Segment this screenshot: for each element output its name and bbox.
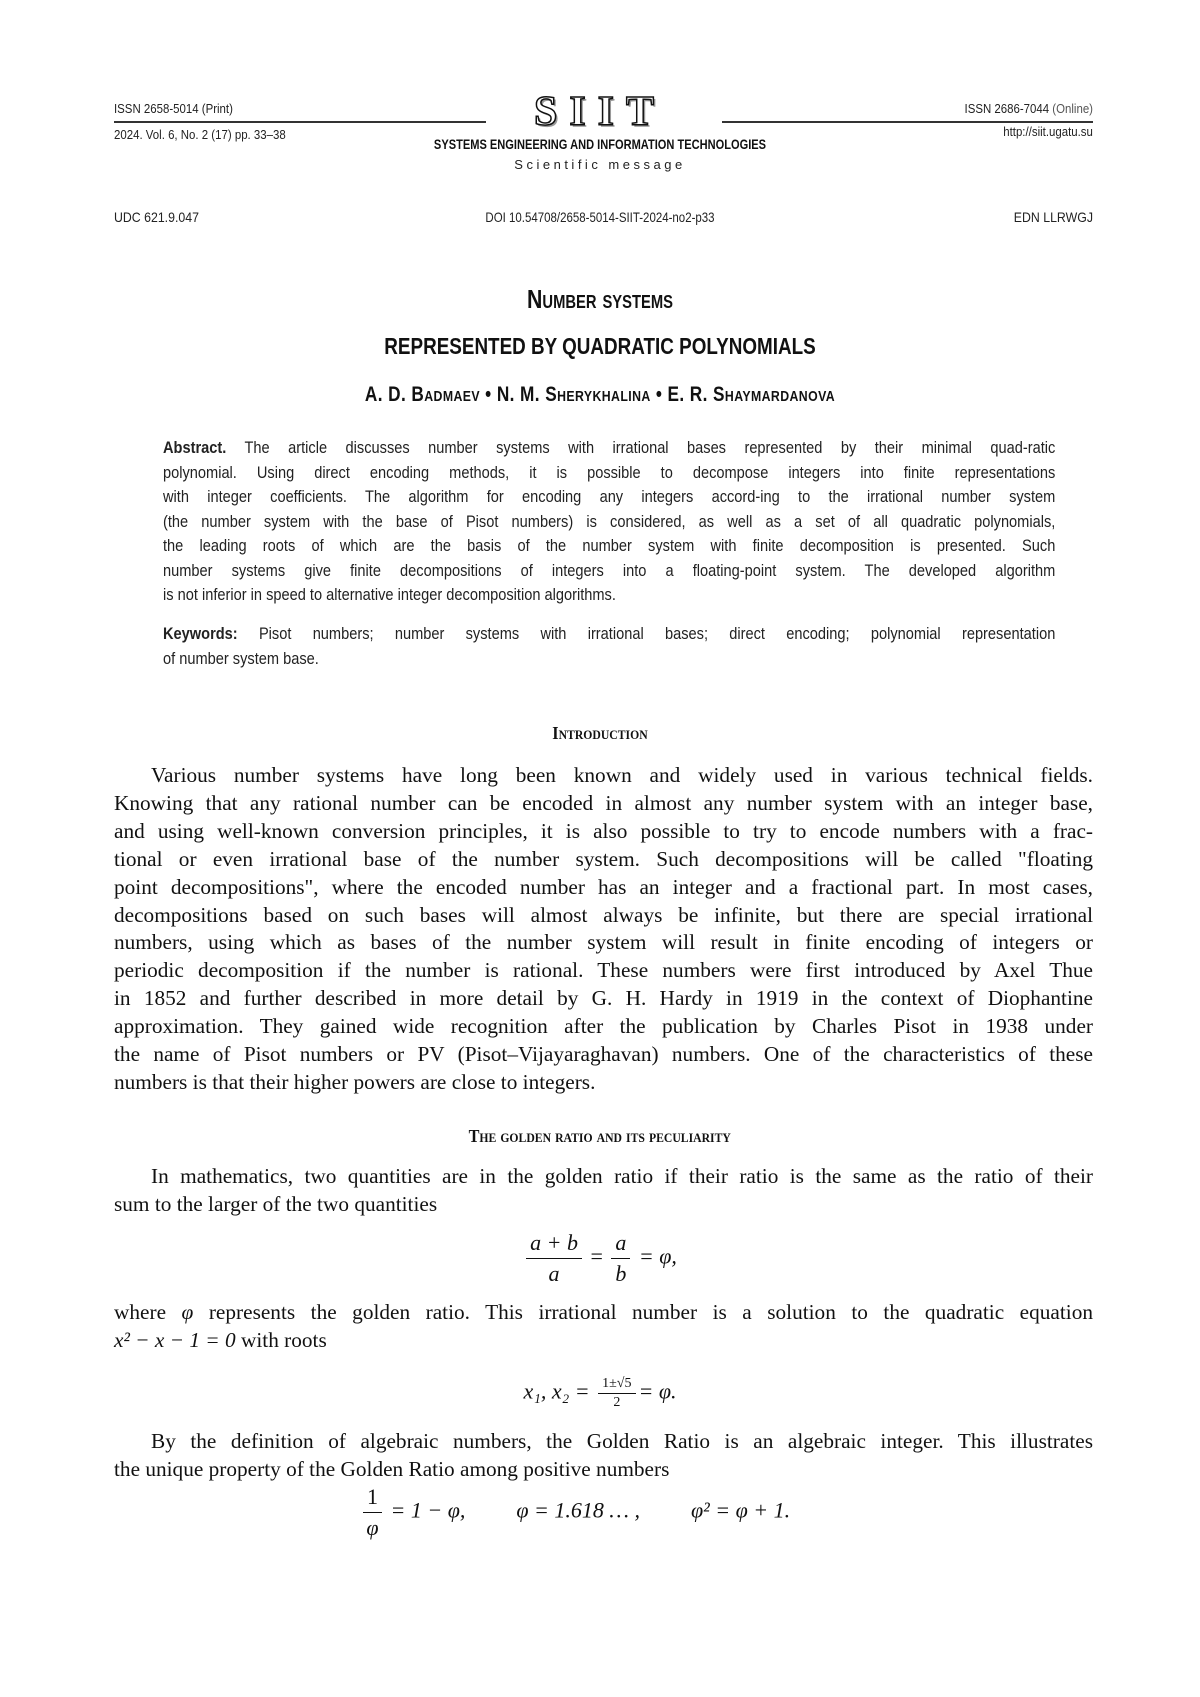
equation-properties — [360, 1482, 790, 1543]
equation-roots — [0, 1375, 1200, 1412]
body-line: By the definition of algebraic numbers, the Golden Ratio is an algebraic integer. This illustrates — [114, 1428, 1093, 1456]
eq1-den1: a — [549, 1261, 560, 1286]
abstract-line: with integer coefficients. The algorithm for encoding any integers accord-ing to the irrational number system — [163, 485, 1055, 510]
doi[interactable]: DOI 10.54708/2658-5014-SIIT-2024-no2-p33 — [108, 209, 1092, 225]
eq1-num1: a + b — [530, 1230, 578, 1255]
eq3-part3: φ² = φ + 1. — [691, 1498, 790, 1523]
equation-golden-ratio: a + b a = a b = φ, — [0, 1228, 1200, 1289]
issn-online — [965, 101, 1093, 116]
body-line: numbers, using which as bases of the number system will result in finite encoding of integers or — [114, 929, 1093, 957]
golden-paragraph-1 — [114, 1163, 1093, 1219]
issn-online-suffix: (Online) — [1052, 101, 1093, 116]
eq2-den: 2 — [613, 1394, 620, 1412]
body-line: numbers is that their higher powers are close to integers. — [114, 1069, 1093, 1097]
title-wrap-1 — [0, 284, 1200, 315]
issue-info: 2024. Vol. 6, No. 2 (17) pp. 33–38 — [114, 127, 286, 142]
body-line: sum to the larger of the two quantities — [114, 1191, 1093, 1219]
body-line: In mathematics, two quantities are in the golden ratio if their ratio is the same as the ratio of their — [114, 1163, 1093, 1191]
body-line: the unique property of the Golden Ratio among positive numbers — [114, 1456, 1093, 1484]
golden-heading-wrap — [0, 1126, 1200, 1147]
eq2-lhs: x₁, x₂ = — [523, 1379, 589, 1404]
golden-heading: The golden ratio and its peculiarity — [469, 1126, 731, 1147]
article-title-line1: Number systems — [108, 284, 1092, 315]
abstract-line: The article discusses number systems with irrational bases represented by their minimal quad-ratic — [245, 438, 1056, 457]
eq1-rhs: = φ, — [639, 1244, 677, 1269]
phi-symbol: φ — [182, 1300, 194, 1324]
intro-heading-wrap — [0, 723, 1200, 744]
eq3-num: 1 — [363, 1482, 382, 1513]
eq3-part2: φ = 1.618 … , — [516, 1498, 640, 1523]
intro-heading: Introduction — [552, 723, 647, 744]
golden-paragraph-2 — [114, 1299, 1093, 1355]
eq1-num2: a — [615, 1230, 626, 1255]
keywords — [163, 622, 1055, 671]
abstract-line: the leading roots of which are the basis of the number system with finite decomposition is presented. Such — [163, 534, 1055, 559]
body-line: in 1852 and further described in more detail by G. H. Hardy in 1919 in the context of Diophantine — [114, 985, 1093, 1013]
authors-wrap — [0, 383, 1200, 407]
golden-paragraph-3 — [114, 1428, 1093, 1484]
body-line: approximation. They gained wide recognition after the publication by Charles Pisot in 1938 under — [114, 1013, 1093, 1041]
journal-name: SYSTEMS ENGINEERING AND INFORMATION TECHNOLOGIES — [108, 137, 1092, 152]
eq1-den2: b — [615, 1261, 626, 1286]
title-wrap-2 — [0, 333, 1200, 360]
body-line: point decompositions", where the encoded number has an integer and a fractional part. In most cases, — [114, 874, 1093, 902]
body-line: and using well-known conversion principles, it is also possible to try to encode numbers with a frac- — [114, 818, 1093, 846]
body-text: where — [114, 1300, 182, 1324]
keywords-line: Pisot numbers; number systems with irrational bases; direct encoding; polynomial representation — [259, 624, 1055, 643]
eq3-den: φ — [366, 1515, 378, 1540]
eq2-num: 1±√5 — [598, 1375, 635, 1394]
body-line: Various number systems have long been known and widely used in various technical fields. — [114, 762, 1093, 790]
body-line: periodic decomposition if the number is rational. These numbers were first introduced by Axel Thue — [114, 957, 1093, 985]
issn-print: ISSN 2658-5014 (Print) — [114, 101, 233, 116]
body-line: tional or even irrational base of the number system. Such decompositions will be called "floating — [114, 846, 1093, 874]
body-line: Knowing that any rational number can be encoded in almost any number system with an integer base, — [114, 790, 1093, 818]
header-rule-right — [722, 121, 1093, 123]
intro-paragraph — [114, 762, 1093, 1097]
body-text: represents the golden ratio. This irrational number is a solution to the quadratic equation — [193, 1300, 1093, 1324]
edn: EDN LLRWGJ — [1014, 209, 1093, 225]
abstract-line: (the number system with the base of Pisot numbers) is considered, as well as a set of all quadratic polynomials, — [163, 510, 1055, 535]
article-title-line2: REPRESENTED BY QUADRATIC POLYNOMIALS — [108, 333, 1092, 360]
abstract-line: polynomial. Using direct encoding methods, it is possible to decompose integers into finite representations — [163, 461, 1055, 486]
abstract-label: Abstract. — [163, 438, 226, 457]
eq3-part1: = 1 − φ, — [391, 1498, 466, 1523]
abstract — [163, 436, 1055, 608]
udc: UDC 621.9.047 — [114, 209, 199, 225]
body-line: the name of Pisot numbers or PV (Pisot–Vijayaraghavan) numbers. One of the characteristics of these — [114, 1041, 1093, 1069]
issn-online-number: ISSN 2686-7044 — [965, 101, 1050, 116]
keywords-line: of number system base. — [163, 647, 1055, 672]
abstract-line: is not inferior in speed to alternative integer decomposition algorithms. — [163, 583, 1055, 608]
body-text: with roots — [236, 1328, 327, 1352]
siit-logo: SIIT — [0, 88, 1200, 136]
quadratic-equation: x² − x − 1 = 0 — [114, 1328, 236, 1352]
eq2-rhs: = φ. — [639, 1379, 677, 1404]
authors: A. D. Badmaev • N. M. Sherykhalina • E. R. Shaymardanova — [108, 383, 1092, 407]
body-line: decompositions based on such bases will almost always be infinite, but there are special irrational — [114, 902, 1093, 930]
journal-name-wrap — [0, 137, 1200, 152]
journal-subtitle: Scientific message — [0, 157, 1200, 172]
abstract-line: number systems give finite decompositions of integers into a floating-point system. The developed algorithm — [163, 559, 1055, 584]
keywords-label: Keywords: — [163, 624, 238, 643]
journal-url[interactable]: http://siit.ugatu.su — [1003, 124, 1093, 139]
